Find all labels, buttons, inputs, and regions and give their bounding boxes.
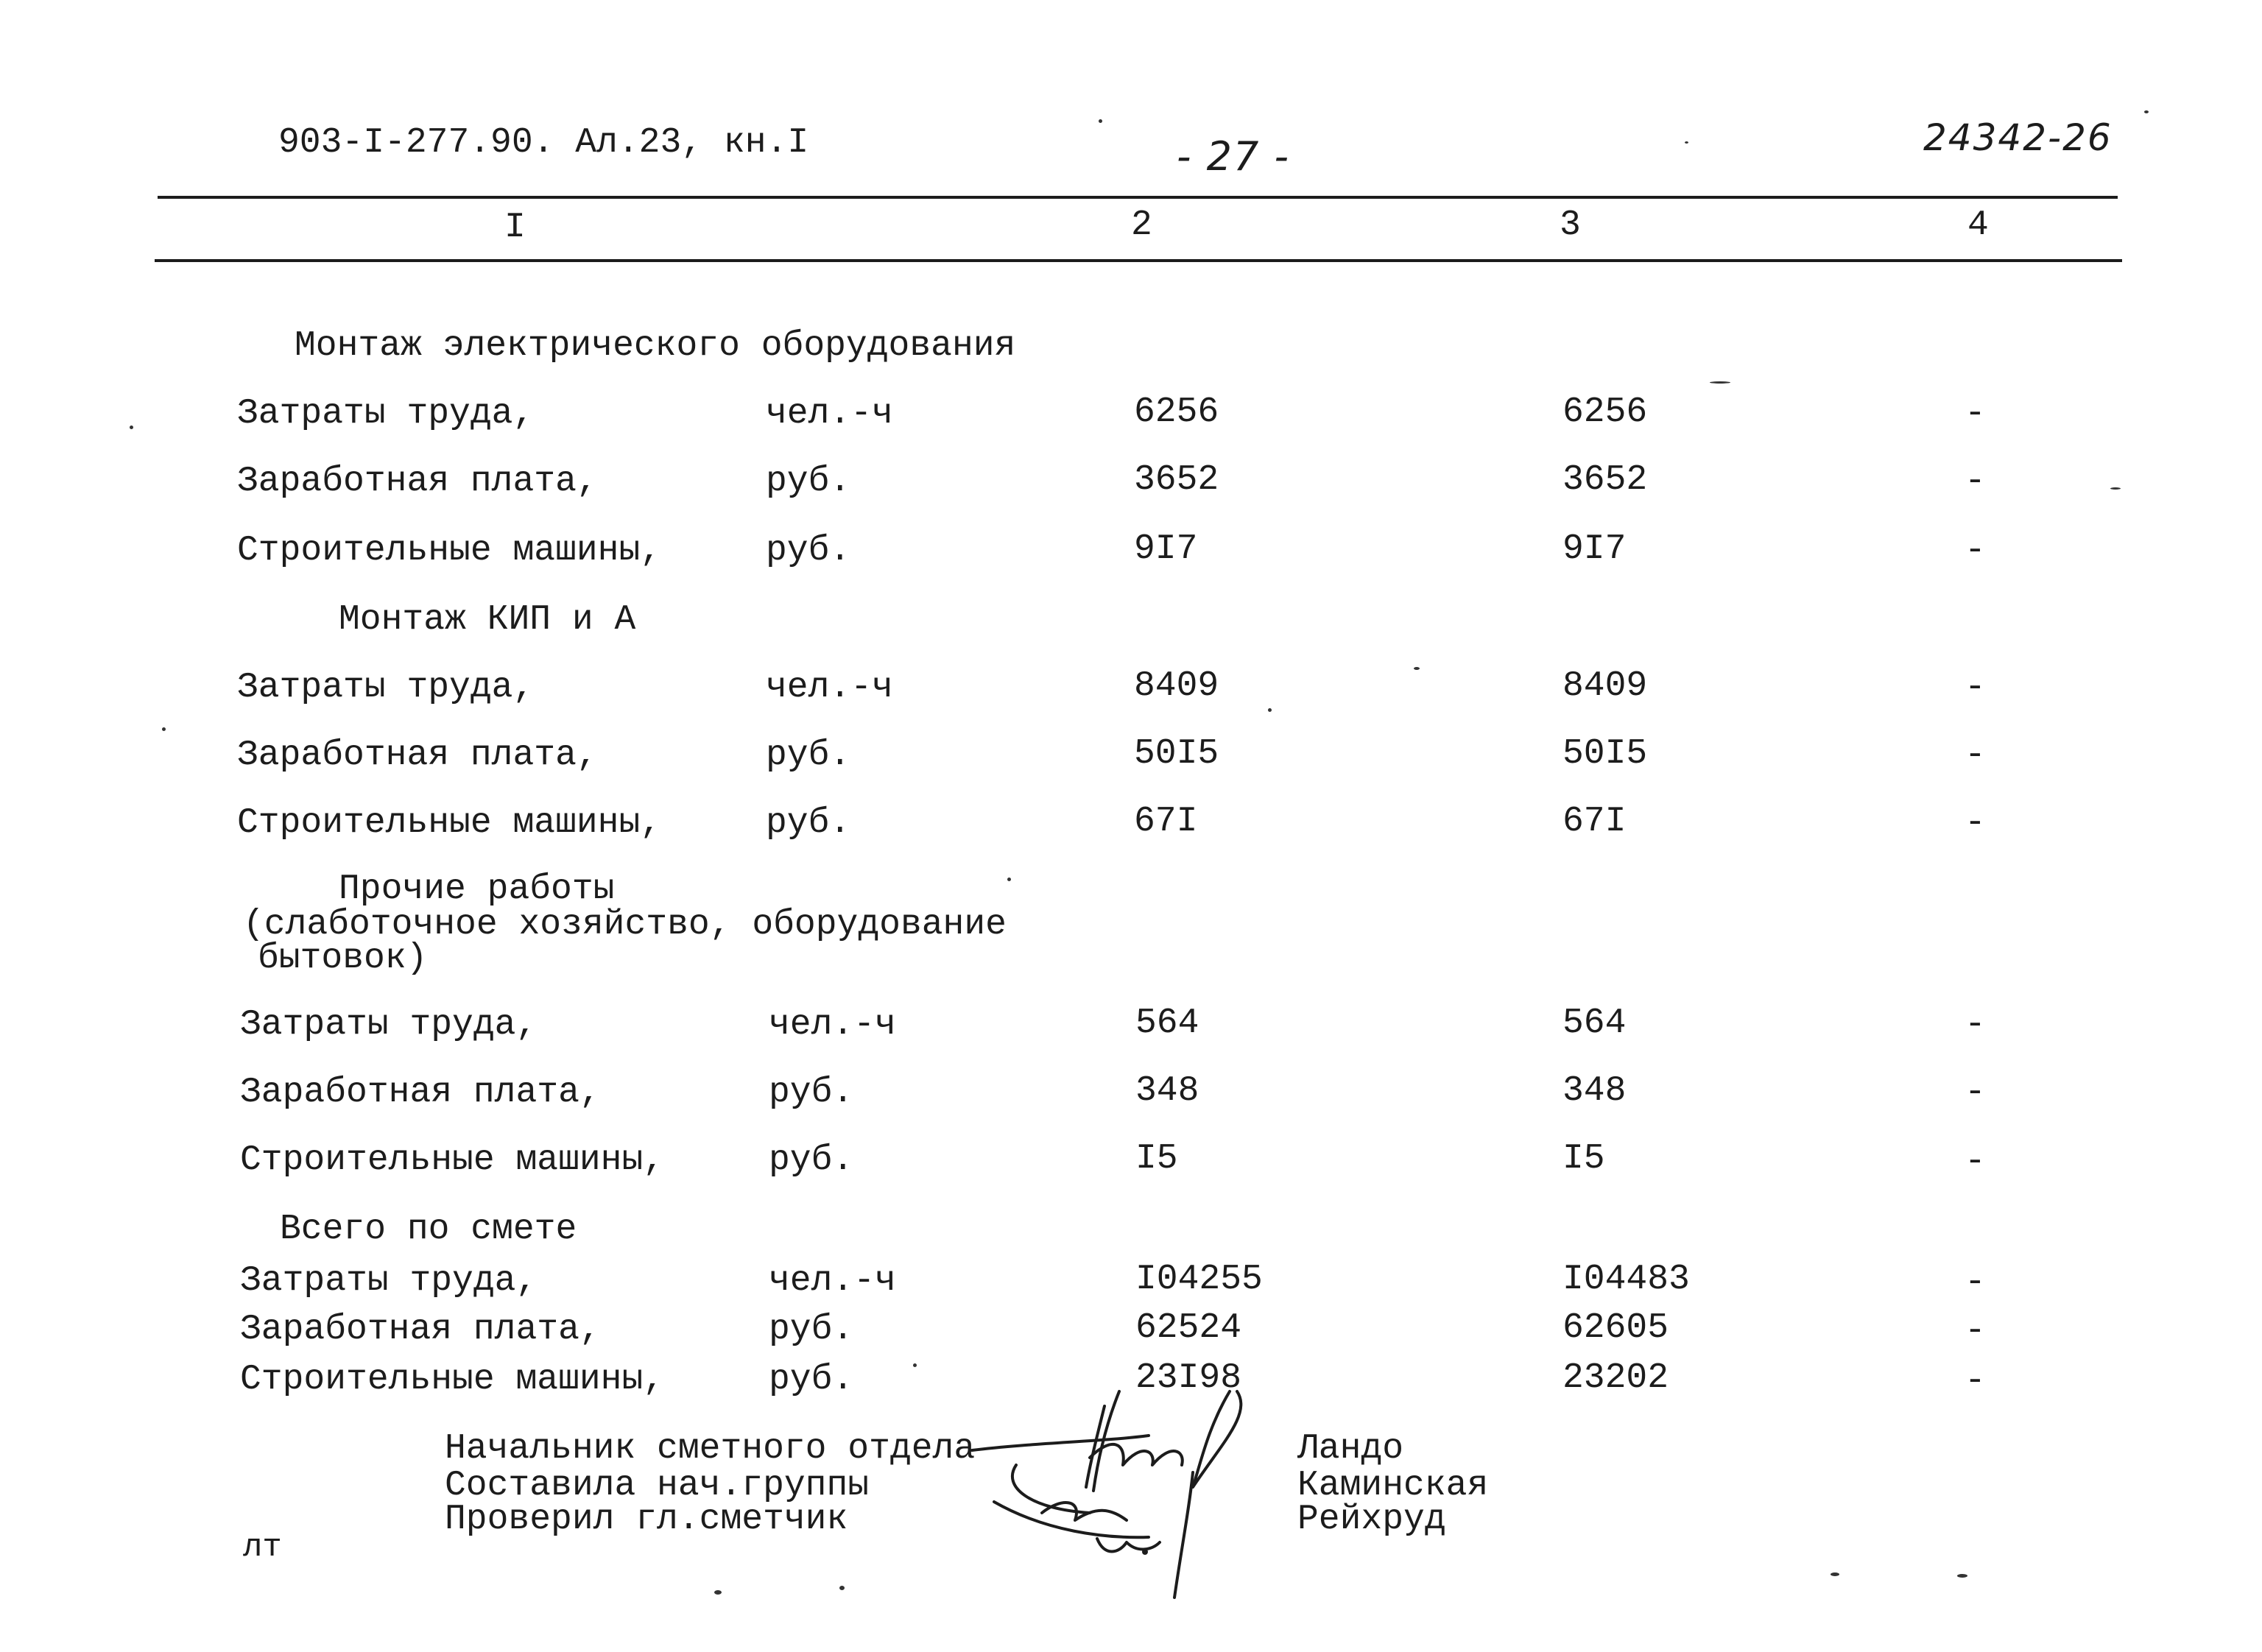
scan-speck	[1268, 708, 1272, 712]
row-col4-value: -	[1965, 1005, 1986, 1045]
row-label: Строительные машины,	[237, 531, 662, 571]
row-label: Затраты труда,	[237, 394, 535, 434]
section-title-kip: Монтаж КИП и А	[339, 600, 636, 640]
row-unit: руб.	[769, 1360, 854, 1399]
row-col2-value: 9I7	[1134, 529, 1198, 569]
row-col2-value: 6256	[1134, 392, 1219, 432]
row-col2-value: 67I	[1134, 802, 1198, 841]
row-col3-value: 50I5	[1562, 734, 1648, 774]
scan-speck	[2110, 487, 2121, 490]
column-header-3: 3	[1560, 205, 1581, 245]
row-col4-value: -	[1965, 462, 1986, 501]
row-label: Заработная плата,	[237, 462, 598, 501]
scan-speck	[1831, 1572, 1839, 1576]
header-bottom-rule	[155, 259, 2122, 262]
header-top-rule	[158, 196, 2118, 199]
scan-speck	[1685, 141, 1688, 144]
scan-speck	[913, 1363, 917, 1367]
scan-speck	[162, 727, 166, 731]
row-col4-value: -	[1965, 1142, 1986, 1182]
column-header-1: I	[504, 208, 526, 247]
row-unit: руб.	[769, 1073, 854, 1112]
section-title-other-line1: Прочие работы	[339, 869, 615, 909]
row-unit: руб.	[766, 803, 851, 843]
row-col3-value: 348	[1562, 1071, 1627, 1111]
handwritten-signatures	[884, 1358, 1296, 1605]
row-unit: чел.-ч	[769, 1005, 896, 1045]
row-col4-value: -	[1965, 394, 1986, 434]
scan-speck	[1414, 667, 1420, 670]
section-title-electrical: Монтаж электрического оборудования	[295, 326, 1016, 366]
section-title-other-line2: (слаботочное хозяйство, оборудование	[243, 905, 1007, 945]
signature-role-compiled: Составила нач.группы	[445, 1466, 870, 1505]
row-col2-value: 348	[1135, 1071, 1199, 1111]
column-header-2: 2	[1131, 205, 1152, 245]
row-unit: руб.	[766, 531, 851, 571]
scan-speck	[1957, 1574, 1967, 1578]
scan-speck	[714, 1590, 722, 1595]
row-label: Заработная плата,	[240, 1073, 601, 1112]
row-unit: чел.-ч	[769, 1261, 896, 1301]
document-code: 903-I-277.90. Ал.23, кн.I	[278, 123, 809, 163]
row-label: Строительные машины,	[240, 1360, 665, 1399]
signature-name-head: Ландо	[1297, 1429, 1404, 1469]
row-label: Затраты труда,	[237, 668, 535, 707]
row-col3-value: 9I7	[1562, 529, 1627, 569]
scan-speck	[130, 426, 133, 429]
column-header-4: 4	[1967, 205, 1989, 245]
row-unit: руб.	[766, 735, 851, 775]
row-unit: чел.-ч	[766, 394, 893, 434]
scan-speck	[1099, 119, 1102, 123]
row-col3-value: I5	[1562, 1139, 1605, 1179]
row-col3-value: 23202	[1562, 1358, 1669, 1398]
row-col3-value: 67I	[1562, 802, 1627, 841]
page-number: - 27 -	[1177, 133, 1291, 180]
row-col3-value: 6256	[1562, 392, 1648, 432]
row-col4-value: -	[1965, 668, 1986, 707]
row-label: Заработная плата,	[237, 735, 598, 775]
signature-name-compiled: Каминская	[1297, 1466, 1489, 1505]
row-label: Заработная плата,	[240, 1310, 601, 1349]
row-col2-value: 62524	[1135, 1308, 1242, 1348]
scan-speck	[2144, 110, 2149, 113]
scan-speck	[1710, 381, 1730, 384]
row-col2-value: 23I98	[1135, 1358, 1242, 1398]
row-col4-value: -	[1965, 1263, 1986, 1302]
row-col4-value: -	[1965, 803, 1986, 843]
signature-name-checked: Рейхруд	[1297, 1500, 1446, 1539]
row-col2-value: I04255	[1135, 1260, 1263, 1299]
row-col4-value: -	[1965, 1073, 1986, 1112]
signature-role-head: Начальник сметного отдела	[445, 1429, 976, 1469]
row-col4-value: -	[1965, 531, 1986, 571]
row-col2-value: 8409	[1134, 666, 1219, 706]
row-col4-value: -	[1965, 1311, 1986, 1351]
row-col3-value: I04483	[1562, 1260, 1690, 1299]
row-label: Строительные машины,	[237, 803, 662, 843]
row-unit: руб.	[766, 462, 851, 501]
row-col4-value: -	[1965, 1361, 1986, 1401]
scan-speck	[839, 1586, 845, 1590]
row-col3-value: 564	[1562, 1003, 1627, 1043]
row-col3-value: 3652	[1562, 460, 1648, 500]
row-unit: руб.	[769, 1140, 854, 1180]
row-unit: чел.-ч	[766, 668, 893, 707]
row-col4-value: -	[1965, 735, 1986, 775]
row-label: Строительные машины,	[240, 1140, 665, 1180]
row-unit: руб.	[769, 1310, 854, 1349]
row-col2-value: 3652	[1134, 460, 1219, 500]
inventory-number: 24342-26	[1923, 116, 2113, 159]
signature-role-checked: Проверил гл.сметчик	[445, 1500, 848, 1539]
row-col3-value: 62605	[1562, 1308, 1669, 1348]
row-label: Затраты труда,	[240, 1261, 538, 1301]
scan-speck	[1007, 878, 1011, 881]
row-col2-value: 50I5	[1134, 734, 1219, 774]
row-col3-value: 8409	[1562, 666, 1648, 706]
row-label: Затраты труда,	[240, 1005, 538, 1045]
section-title-total: Всего по смете	[280, 1210, 577, 1249]
row-col2-value: 564	[1135, 1003, 1199, 1043]
footer-mark: лт	[243, 1529, 282, 1566]
section-title-other-line3: бытовок)	[258, 939, 428, 978]
row-col2-value: I5	[1135, 1139, 1178, 1179]
